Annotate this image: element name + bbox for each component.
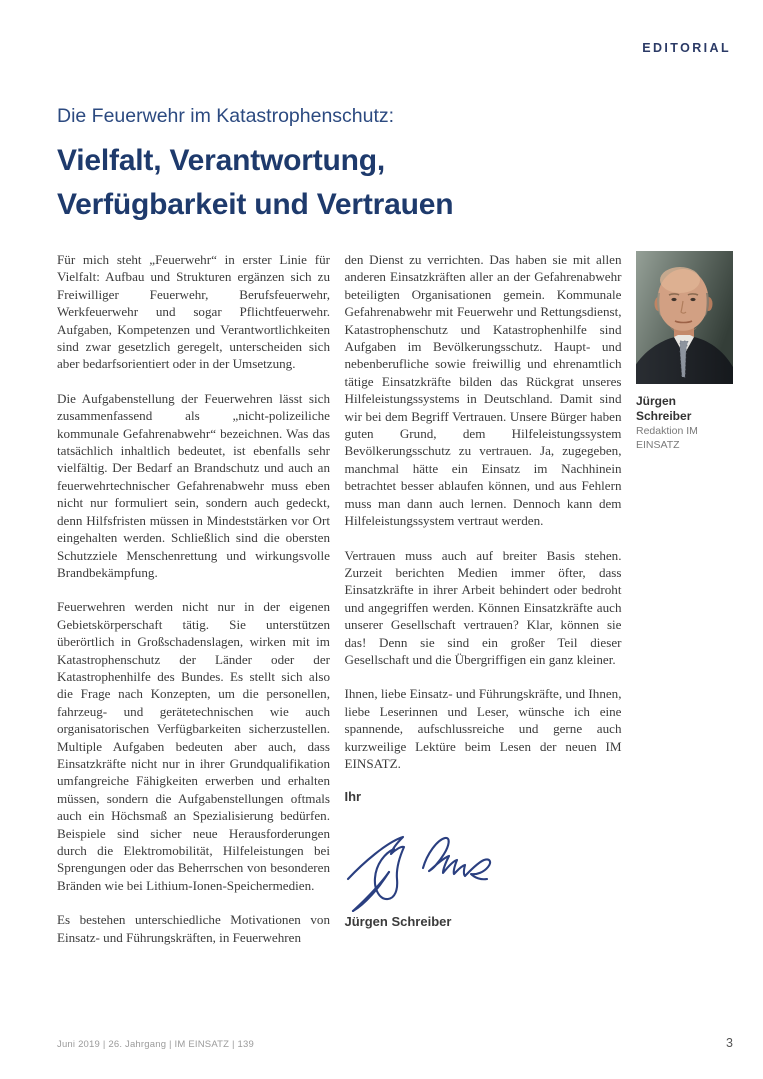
paragraph: Es bestehen unterschiedliche Motivationen von Einsatz- und Führungskräften, in Feuerwehren (57, 912, 330, 945)
page-title (57, 139, 453, 227)
page-title-line2: Verfügbarkeit und Vertrauen (57, 188, 454, 221)
paragraph: Die Aufgabenstellung der Feuerwehren lässt sich zusammenfassend als „nicht-polizeiliche kommunale Gefahrenabwehr“ bezeichnen. Was das tatsächlich inhaltlich bedeutet, ist ebenfalls sehr vielfältig. Der Bedarf an Brandschutz und auch an feuerwehrtechnischer Gefahrenabwehr muss eben nicht nur formuliert sein, sondern auch gedeckt, denn Hilfsfristen müssen in Mindeststärken vor Ort eingehalten werden. Schließlich sind die obersten Schutzziele Menschenrettung und wirkungsvolle Brandbekämpfung. (57, 390, 330, 580)
portrait-caption-name: Jürgen Schreiber (636, 394, 692, 423)
signature-image (345, 816, 497, 912)
paragraph: Vertrauen muss auch auf breiter Basis stehen. Zurzeit berichten Medien immer öfter, dass Einsatzkräfte in ihrer Arbeit behindert oder bedroht und angegriffen werden. Können Einsatzkräfte auch unserer Gesellschaft vertrauen? Klar, können sie das! Denn sie sind ein großer Teil dieser Gesellschaft und die Übergriffigen ein ganz kleiner. (344, 547, 622, 667)
section-label: EDITORIAL (642, 41, 731, 55)
signature-name: Jürgen Schreiber (344, 914, 452, 930)
text-column-right (345, 251, 622, 946)
portrait-column (636, 251, 733, 946)
closing-salutation: Ihr (344, 789, 362, 805)
footer-issue-info: Juni 2019 | 26. Jahrgang | IM EINSATZ | 139 (57, 1039, 254, 1050)
paragraph: Für mich steht „Feuerwehr“ in erster Linie für Vielfalt: Aufbau und Strukturen ergänzen sich zu Freiwilliger Feuerwehr, Berufsfeuerwehr, Werkfeuerwehr und sogar Pflichtfeuerwehr. Aufgaben, Kompetenzen und Verantwortlichkeiten sind zwar gesetzlich geregelt, unterscheiden sich aber bedarfsorientiert oder in der Umsetzung. (57, 252, 330, 372)
text-column-left (57, 251, 330, 946)
article-kicker: Die Feuerwehr im Katastrophenschutz: (57, 105, 395, 127)
footer-page-number: 3 (726, 1036, 733, 1050)
portrait-caption-role: Redaktion IM EINSATZ (636, 425, 698, 451)
portrait-illustration (636, 251, 733, 384)
page-footer (57, 1036, 733, 1050)
paragraph: Ihnen, liebe Einsatz- und Führungskräfte, und Ihnen, liebe Leserinnen und Leser, wünsche ich eine spannende, aufschlussreiche und gerne auch kurzweilige Lektüre beim Lesen der neuen IM EINSATZ. (344, 686, 622, 771)
article-body (57, 251, 733, 946)
portrait-photo (636, 251, 733, 384)
paragraph: Feuerwehren werden nicht nur in der eigenen Gebietskörperschaft tätig. Sie unterstützen überörtlich in Großschadenslagen, wirken mit im Katastrophenschutz der Länder oder der Katastrophenhilfe des Bundes. Es stellt sich also die Frage nach Konzepten, um die personellen, fahrzeug- und gerätetechnischen wie auch organisatorischen Verfügbarkeiten sicherzustellen. Multiple Aufgaben bedeuten aber auch, dass Einsatzkräfte nicht nur in ihrer Grundqualifikation umfangreiche Fähigkeiten erwerben und erhalten müssen, sondern die Aufgabenstellungen oftmals auch ein Höchsmaß an Spezialisierung bedürfen. Beispiele sind sicher neue Herausforderungen durch die Elektromobilität, Hilfeleistungen bei Sprengungen oder das Beherrschen von besonderen Bränden wie bei Lithium-Ionen-Speichermedien. (57, 599, 330, 893)
paragraph: den Dienst zu verrichten. Das haben sie mit allen anderen Einsatzkräften aller an der Gefahrenabwehr beteiligten Organisationen gemein. Kommunale Gefahrenabwehr mit Feuerwehr und Rettungsdienst, Katastrophenschutz und Katastrophenhilfe sind Aufgaben im Bevölkerungsschutz. Haupt- und nebenberufliche sowie freiwillig und ehrenamtlich tätige Einsatzkräfte bilden das Rückgrat unseres Hilfeleistungssystems in Deutschland. Damit sind wir bei dem Begriff Vertrauen. Unsere Bürger haben guten Grund, dem Hilfeleistungssystem Bevölkerungsschutz zu vertrauen. Ja, zugegeben, manchmal hätte ein Einsatz im Nachhinein betrachtet besser ablaufen können, und aus Fehlern muss man dann auch lernen. Dennoch kann dem Hilfeleistungssystem vertraut werden. (344, 252, 622, 529)
page-title-line1: Vielfalt, Verantwortung, (57, 144, 386, 177)
